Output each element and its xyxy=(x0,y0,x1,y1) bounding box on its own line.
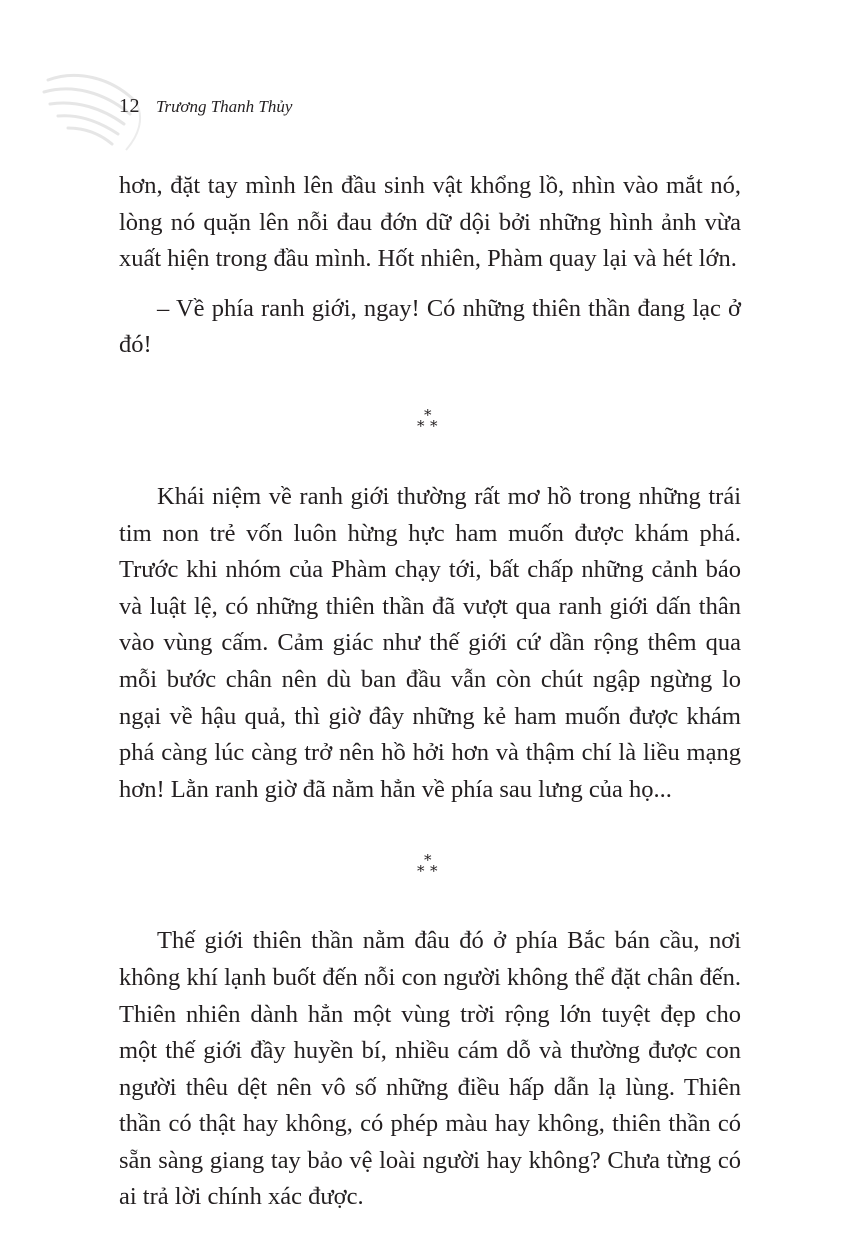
paragraph: Thế giới thiên thần nằm đâu đó ở phía Bắc bán cầu, nơi không khí lạnh buốt đến nỗi con người không thể đặt chân đến. Thiên nhiên dành hẳn một vùng trời rộng lớn tuyệt đẹp cho một thế giới đầy huyền bí, nhiều cám dỗ và thường được con người thêu dệt nên vô số những điều hấp dẫn lạ lùng. Thiên thần có thật hay không, có phép màu hay không, thiên thần có sẵn sàng giang tay bảo vệ loài người hay không? Chưa từng có ai trả lời chính xác được. xyxy=(119,927,741,1211)
section-break xyxy=(119,808,741,923)
paragraph: hơn, đặt tay mình lên đầu sinh vật khổng lồ, nhìn vào mắt nó, lòng nó quặn lên nỗi đau đớn dữ dội bởi những hình ảnh vừa xuất hiện trong đầu mình. Hốt nhiên, Phàm quay lại và hét lớn. xyxy=(119,172,741,273)
dialogue-paragraph: – Về phía ranh giới, ngay! Có những thiên thần đang lạc ở đó! xyxy=(119,294,741,359)
asterism-icon xyxy=(417,854,443,878)
running-title: Trương Thanh Thủy xyxy=(156,97,293,116)
svg-text:*: * xyxy=(424,853,432,869)
asterism-icon xyxy=(417,409,443,433)
svg-text:*: * xyxy=(430,417,438,434)
running-header xyxy=(119,95,292,125)
paragraph: Khái niệm về ranh giới thường rất mơ hồ trong những trái tim non trẻ vốn luôn hừng hực ham muốn được khám phá. Trước khi nhóm của Phàm chạy tới, bất chấp những cảnh báo và luật lệ, có những thiên thần đã vượt qua ranh giới dấn thân vào vùng cấm. Cảm giác như thế giới cứ dần rộng thêm qua mỗi bước chân nên dù ban đầu vẫn còn chút ngập ngừng lo ngại về hậu quả, thì giờ đây những kẻ ham muốn được khám phá càng lúc càng trở nên hồ hởi hơn và thậm chí là liều mạng hơn! Lằn ranh giờ đã nằm hẳn về phía sau lưng của họ... xyxy=(119,482,741,803)
page-number: 12 xyxy=(119,95,140,117)
svg-text:*: * xyxy=(424,409,432,425)
svg-text:*: * xyxy=(430,861,438,878)
section-break xyxy=(119,364,741,479)
svg-text:*: * xyxy=(417,861,425,878)
body-text xyxy=(119,168,741,1216)
svg-text:*: * xyxy=(417,417,425,434)
